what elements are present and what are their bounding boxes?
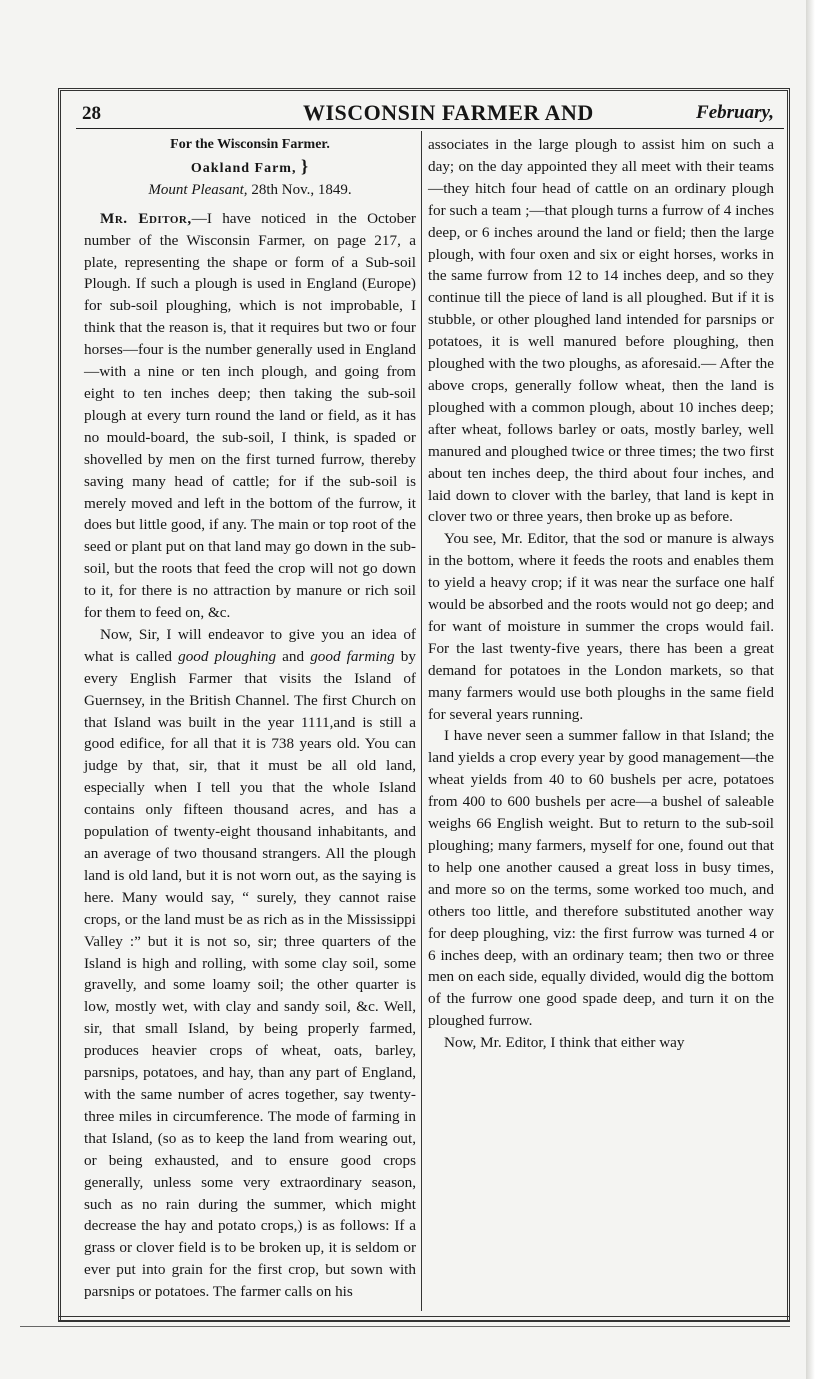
bottom-rule xyxy=(20,1326,790,1327)
header-rule xyxy=(76,128,784,129)
emphasis-good-ploughing: good ploughing xyxy=(178,647,277,665)
paragraph-2 xyxy=(84,624,416,1303)
issue-month: February, xyxy=(696,102,774,123)
paragraph-3: You see, Mr. Editor, that the sod or manure is always in the bottom, where it feeds the roots and enables them to yield a heavy crop; if it was near the surface one half would be absorbed and the roots would not go deep; and for want of moisture in summer the crops would fail. For the last twenty-five years, there has been a great demand for potatoes in the London markets, so that many farmers would use both ploughs in the same field for several years running. xyxy=(428,530,774,723)
farm-name: Oakland Farm, xyxy=(190,160,297,176)
page-number: 28 xyxy=(82,103,101,124)
location-place: Mount Pleasant, xyxy=(148,181,248,198)
running-header xyxy=(78,100,780,130)
paragraph-5: Now, Mr. Editor, I think that either way xyxy=(444,1034,685,1052)
column-left xyxy=(84,134,416,1303)
paragraph-2-text-c: by every English Farmer that visits the Island of Guernsey, in the British Channel. The first Church on that Island was built in the year 1111,and is still a good edifice, for all that it is 738 years old. You can judge by that, sir, that it must be all old land, especially when I tell you that the whole Island contains only fifteen thousand acres, and has a population of twenty-eight thousand inhabitants, and an average of two thousand strangers. All the plough land is old land, but it is not worn out, as the saying is here. Many would say, “ surely, they cannot raise crops, or the land must be as rich as in the Mississippi Valley :” but it is not so, sir; three quarters of the Island is high and rolling, with some clay soil, some gravelly, and some loamy soil; the other quarter is low, mostly wet, with clay and sandy soil, &c. Well, sir, that small Island, by being properly farmed, produces heavier crops of wheat, oats, barley, parsnips, potatoes, and hay, than any part of England, with the same number of acres together, say twenty-three miles in circumference. The mode of farming in that Island, (so as to keep the land from wearing out, or being exhausted, and to ensure good crops generally, unless some very extraordinary season, such as no rain during the summer, which might decrease the hay and potato crops,) is as follows: If a grass or clover field is to be broken up, it is seldom or ever put into grain for the first crop, but sown with parsnips or potatoes. The farmer calls on his xyxy=(84,647,416,1301)
page-edge xyxy=(806,0,815,1379)
location-date: 28th Nov., 1849. xyxy=(247,181,352,198)
publication-title: WISCONSIN FARMER AND xyxy=(303,100,594,125)
bottom-border xyxy=(58,1316,790,1322)
article-farm xyxy=(84,156,416,180)
paragraph-4: I have never seen a summer fallow in that Island; the land yields a crop every year by good management—the wheat yields from 40 to 60 bushels per acre, potatoes from 400 to 600 bushels per acre—a bushel of saleable weighs 66 English weight. But to return to the sub-soil ploughing; many farmers, myself for one, found out that to help one another caused a great loss in busy times, and more so on the terms, some worked too much, and others too little, and therefore substituted another way for deep ploughing, viz: the first furrow was turned 4 or 6 inches deep, with an ordinary team; then two or three men on each side, equally divided, would dig the bottom of the furrow one good spade deep, and turn it on the ploughed furrow. xyxy=(428,727,774,1030)
column-divider xyxy=(421,131,422,1311)
paragraph-1-text: —I have noticed in the October number of the Wisconsin Farmer, on page 217, a plate, representing the shape or form of a Sub-soil Plough. If such a plough is used in England (Europe) for sub-soil ploughing, which is not improbable, I think that the reason is, that it requires but two or four horses—four is the number generally used in England—with a nine or ten inch plough, and going from eight to ten inches deep; then taking the sub-soil plough at every turn round the land or field, as it has no mould-board, the sub-soil, I think, is spaded or shovelled by men on the first turned furrow, thereby saving many head of cattle; for if the sub-soil is merely moved and left in the bottom of the furrow, it does but little good, if any. The main or top root of the seed or plant put on that land may go down in the sub-soil, but the roots that feed the crop will not go down to it, for there is no attraction by manure or rich soil for them to feed on, &c. xyxy=(84,209,416,622)
column-right xyxy=(428,134,774,1054)
brace-top: } xyxy=(300,155,310,176)
paragraph-2-continued: associates in the large plough to assist him on such a day; on the day appointed they all meet with their teams—they hitch four head of cattle on an ordinary plough for such a team ;—that plough turns a furrow of 4 inches deep, or 6 inches around the land or field; then the large plough, with four oxen and six or eight horses, works in the same furrow from 12 to 14 inches deep, and so they continue till the piece of land is all ploughed. But if it is stubble, or other ploughed land intended for parsnips or potatoes, it is well manured before ploughing, then ploughed with the two ploughs, as aforesaid.— After the above crops, generally follow wheat, then the land is ploughed with a common plough, about 10 inches deep; after wheat, follows barley or oats, mostly barley, well manured and ploughed twice or three times; the two first about ten inches deep, the third about four inches, and laid down to clover with the barley, that land is kept in clover two or three years, then broke up as before. xyxy=(428,136,774,526)
emphasis-good-farming: good farming xyxy=(310,647,395,665)
article-location xyxy=(84,180,416,202)
paragraph-2-text-a: Now, Sir, I will endeavor to give you an idea of what is called xyxy=(84,625,416,665)
paragraph-2-text-b: and xyxy=(276,647,311,665)
paragraph-1 xyxy=(84,208,416,624)
article-source: For the Wisconsin Farmer. xyxy=(170,137,330,152)
salutation: Mr. Editor, xyxy=(100,209,192,227)
